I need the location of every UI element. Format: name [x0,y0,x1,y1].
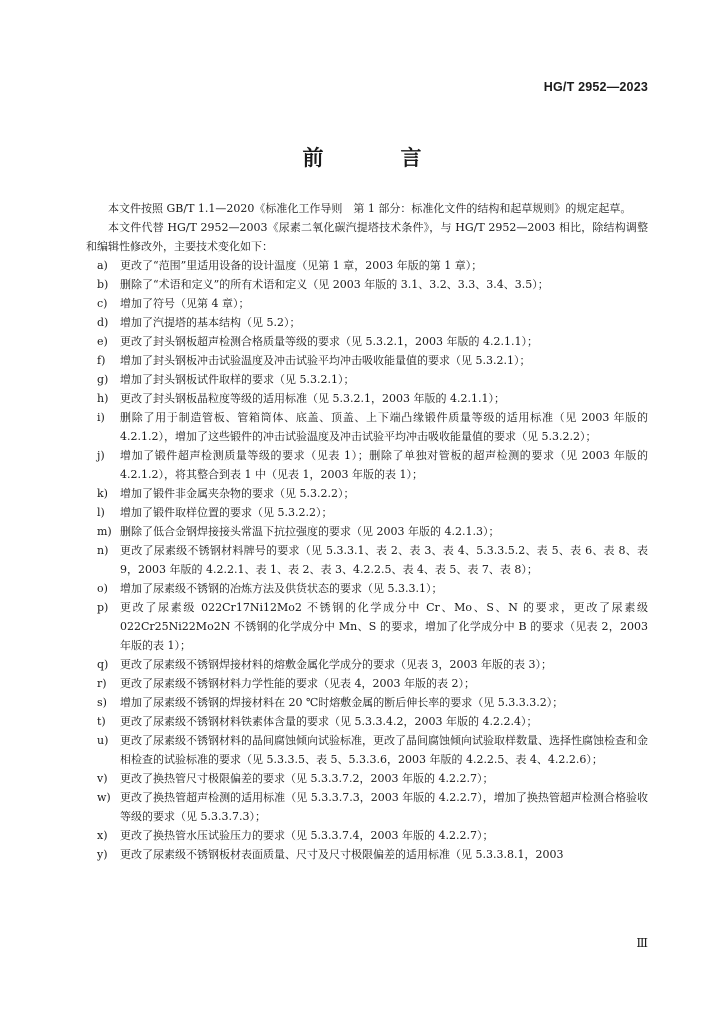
list-item [86,522,648,541]
list-item-marker: g) [97,373,109,386]
list-item-text: 删除了低合金钢焊接接头常温下抗拉强度的要求（见 2003 年版的 4.2.1.3）； [120,525,500,538]
list-item-marker: u) [97,734,109,747]
standard-code: HG/T 2952—2023 [543,80,648,94]
list-item-marker: n) [97,544,109,557]
list-item [86,788,648,826]
list-item-text: 更改了封头钢板晶粒度等级的适用标准（见 5.3.2.1，2003 年版的 4.2.1.1）； [120,392,505,405]
list-item-marker: q) [97,658,109,671]
list-item [86,503,648,522]
list-item-marker: p) [97,601,109,614]
list-item-marker: x) [97,829,108,842]
list-item [86,389,648,408]
list-item [86,408,648,446]
list-item [86,731,648,769]
list-item-marker: c) [97,297,108,310]
list-item-text: 增加了锻件超声检测质量等级的要求（见表 1）；删除了单独对管板的超声检测的要求（见 2003 年版的 4.2.1.2），将其整合到表 1 中（见表 1，2003 年版的表 1）； [120,449,648,481]
list-item-text: 更改了尿素级不锈钢材料力学性能的要求（见表 4，2003 年版的表 2）； [120,677,475,690]
preface-body [86,199,648,864]
list-item-marker: i) [97,411,105,424]
list-item-text: 更改了封头钢板超声检测合格质量等级的要求（见 5.3.2.1，2003 年版的 4.2.1.1）； [120,335,538,348]
list-item [86,256,648,275]
list-item-text: 更改了“范围”里适用设备的设计温度（见第 1 章，2003 年版的第 1 章）； [120,259,483,272]
list-item-text: 更改了尿素级不锈钢材料的晶间腐蚀倾向试验标准，更改了晶间腐蚀倾向试验取样数量、选择性腐蚀检查和金相检查的试验标准的要求（见 5.3.3.5、表 5、5.3.3.6，2003 年版的 4.2.2.5、表 4、4.2.2.6）； [120,734,648,766]
list-item [86,541,648,579]
list-item [86,845,648,864]
list-item [86,484,648,503]
list-item-text: 删除了“术语和定义”的所有术语和定义（见 2003 年版的 3.1、3.2、3.3、3.4、3.5）； [120,278,549,291]
list-item-text: 更改了尿素级 022Cr17Ni12Mo2 不锈钢的化学成分中 Cr、Mo、S、N 的要求，更改了尿素级 022Cr25Ni22Mo2N 不锈钢的化学成分中 Mn、S 的要求，增加了化学成分中 B 的要求（见表 2，2003 年版的表 1）； [120,601,648,652]
list-item-text: 更改了尿素级不锈钢板材表面质量、尺寸及尺寸极限偏差的适用标准（见 5.3.3.8.1，2003 [120,848,564,861]
list-item-marker: e) [97,335,108,348]
list-item [86,294,648,313]
list-item [86,579,648,598]
list-item-marker: f) [97,354,106,367]
list-item [86,446,648,484]
list-item-marker: j) [97,449,105,462]
list-item-text: 更改了尿素级不锈钢材料牌号的要求（见 5.3.3.1、表 2、表 3、表 4、5.3.3.5.2、表 5、表 6、表 8、表 9，2003 年版的 4.2.2.1、表 1、表 2、表 3、4.2.2.5、表 4、表 5、表 7、表 8）； [120,544,648,576]
list-item-marker: k) [97,487,108,500]
list-item [86,712,648,731]
list-item-text: 增加了锻件取样位置的要求（见 5.3.2.2）； [120,506,333,519]
list-item [86,655,648,674]
list-item-marker: t) [97,715,106,728]
list-item [86,693,648,712]
list-item-text: 增加了封头钢板试件取样的要求（见 5.3.2.1）； [120,373,355,386]
page-title: 前 言 [302,146,450,170]
list-item [86,674,648,693]
page-number: Ⅲ [636,936,648,950]
list-item-marker: a) [97,259,108,272]
list-item-marker: h) [97,392,109,405]
changes-list [86,256,648,864]
list-item [86,332,648,351]
list-item-text: 更改了尿素级不锈钢材料铁素体含量的要求（见 5.3.3.4.2，2003 年版的 4.2.2.4）； [120,715,538,728]
list-item-text: 更改了换热管超声检测的适用标准（见 5.3.3.7.3，2003 年版的 4.2.2.7），增加了换热管超声检测合格验收等级的要求（见 5.3.3.7.3）； [120,791,648,823]
list-item-text: 更改了换热管尺寸极限偏差的要求（见 5.3.3.7.2，2003 年版的 4.2.2.7）； [120,772,494,785]
list-item-marker: r) [97,677,107,690]
list-item-text: 增加了封头钢板冲击试验温度及冲击试验平均冲击吸收能量值的要求（见 5.3.2.1）； [120,354,531,367]
list-item-marker: y) [97,848,108,861]
intro-paragraph-1: 本文件按照 GB/T 1.1—2020《标准化工作导则 第 1 部分：标准化文件的结构和起草规则》的规定起草。 [108,202,632,215]
list-item-marker: d) [97,316,109,329]
list-item-marker: s) [97,696,107,709]
list-item-text: 增加了尿素级不锈钢的焊接材料在 20 ℃时熔敷金属的断后伸长率的要求（见 5.3.3.3.2）； [120,696,564,709]
list-item-marker: b) [97,278,109,291]
list-item [86,351,648,370]
list-item-text: 更改了尿素级不锈钢焊接材料的熔敷金属化学成分的要求（见表 3，2003 年版的表 3）； [120,658,552,671]
list-item-text: 增加了尿素级不锈钢的冶炼方法及供货状态的要求（见 5.3.3.1）； [120,582,443,595]
list-item-marker: m) [97,525,112,538]
list-item-text: 增加了符号（见第 4 章）； [120,297,250,310]
list-item [86,769,648,788]
list-item [86,826,648,845]
list-item-text: 更改了换热管水压试验压力的要求（见 5.3.3.7.4，2003 年版的 4.2.2.7）； [120,829,494,842]
list-item-marker: v) [97,772,108,785]
list-item-text: 增加了锻件非金属夹杂物的要求（见 5.3.2.2）； [120,487,355,500]
list-item [86,598,648,655]
list-item-marker: w) [97,791,111,804]
list-item-marker: o) [97,582,108,595]
list-item-marker: l) [97,506,105,519]
list-item [86,370,648,389]
intro-paragraph-2: 本文件代替 HG/T 2952—2003《尿素二氧化碳汽提塔技术条件》，与 HG/T 2952—2003 相比，除结构调整和编辑性修改外，主要技术变化如下： [86,221,648,253]
list-item [86,275,648,294]
list-item [86,313,648,332]
list-item-text: 删除了用于制造管板、管箱筒体、底盖、顶盖、上下端凸缘锻件质量等级的适用标准（见 2003 年版的 4.2.1.2），增加了这些锻件的冲击试验温度及冲击试验平均冲击吸收能量值的要求（见 5.3.2.2）； [120,411,648,443]
list-item-text: 增加了汽提塔的基本结构（见 5.2）； [120,316,301,329]
